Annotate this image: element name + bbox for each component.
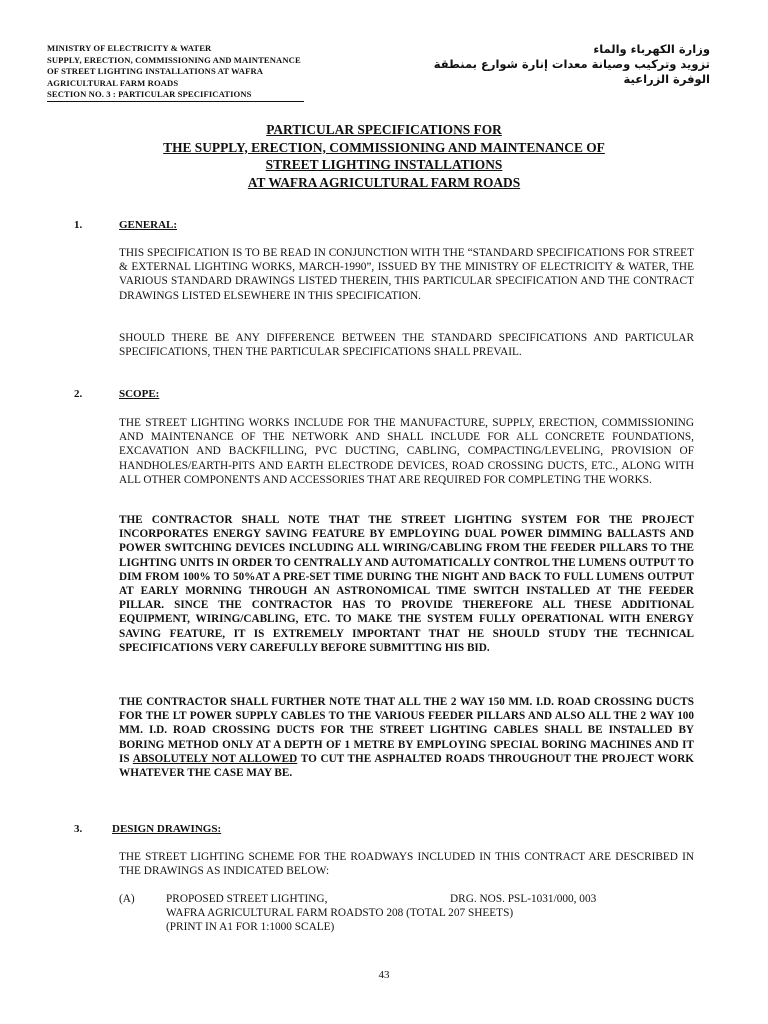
- title-line-1: PARTICULAR SPECIFICATIONS FOR: [266, 122, 502, 137]
- section-2-paragraph-3: [119, 695, 694, 780]
- section-2-number: 2.: [74, 388, 83, 400]
- title-line-4: AT WAFRA AGRICULTURAL FARM ROADS: [247, 174, 521, 190]
- page-number: 43: [378, 969, 390, 981]
- drawing-item-line-2: WAFRA AGRICULTURAL FARM ROADSTO 208 (TOTAL 207 SHEETS): [166, 907, 514, 919]
- header-project-line-3: AGRICULTURAL FARM ROADS: [47, 77, 179, 88]
- header-arabic-project-2: الوفرة الزراعية: [623, 72, 710, 86]
- section-3-heading: DESIGN DRAWINGS:: [112, 823, 222, 835]
- not-allowed-emphasis: ABSOLUTELY NOT ALLOWED: [132, 752, 298, 765]
- header-divider: [47, 101, 304, 102]
- header-section: SECTION NO. 3 : PARTICULAR SPECIFICATIONS: [47, 89, 252, 100]
- header-project-line-2: OF STREET LIGHTING INSTALLATIONS AT WAFRA: [47, 66, 264, 77]
- drawing-item-line-3: (PRINT IN A1 FOR 1:1000 SCALE): [166, 921, 335, 933]
- header-ministry: MINISTRY OF ELECTRICITY & WATER: [47, 43, 212, 53]
- title-line-3: STREET LIGHTING INSTALLATIONS: [265, 157, 503, 173]
- document-title: [0, 121, 768, 191]
- drawing-item-title: PROPOSED STREET LIGHTING,: [166, 893, 328, 905]
- header-arabic-ministry: وزارة الكهرباء والماء: [593, 42, 710, 56]
- section-2-heading: SCOPE:: [119, 388, 160, 400]
- title-line-2: THE SUPPLY, ERECTION, COMMISSIONING AND MAINTENANCE OF: [163, 139, 605, 155]
- section-1-paragraph-2: SHOULD THERE BE ANY DIFFERENCE BETWEEN THE STANDARD SPECIFICATIONS AND PARTICULAR SPECIFICATIONS, THEN THE PARTICULAR SPECIFICATIONS SHALL PREVAIL.: [119, 332, 694, 359]
- section-3-paragraph-1: THE STREET LIGHTING SCHEME FOR THE ROADWAYS INCLUDED IN THIS CONTRACT ARE DESCRIBED IN THE DRAWINGS AS INDICATED BELOW:: [119, 851, 694, 878]
- header-left-block: [47, 43, 377, 101]
- drawing-item-label: (A): [119, 893, 135, 905]
- section-2-paragraph-1: THE STREET LIGHTING WORKS INCLUDE FOR THE MANUFACTURE, SUPPLY, ERECTION, COMMISSIONING AND MAINTENANCE OF THE NETWORK AND SHALL INCLUDE FOR ALL CONCRETE FOUNDATIONS, EXCAVATION AND BACKFILLING, PVC DUCTING, CABLING, COMPACTING/LEVELING, PROVISION OF HANDHOLES/EARTH-PITS AND EARTH ELECTRODE DEVICES, ROAD CROSSING DUCTS, ETC., ALONG WITH ALL OTHER COMPONENTS AND ACCESSORIES THAT ARE REQUIRED FOR COMPLETING THE WORKS.: [119, 417, 694, 486]
- section-2-paragraph-3-text-b: TO CUT THE ASPHALTED ROADS THROUGHOUT THE PROJECT WORK WHATEVER THE CASE MAY BE.: [119, 752, 694, 780]
- section-3-number: 3.: [74, 823, 83, 835]
- section-1-number: 1.: [74, 219, 83, 231]
- section-1-heading: GENERAL:: [119, 219, 178, 231]
- section-2-paragraph-2: THE CONTRACTOR SHALL NOTE THAT THE STREET LIGHTING SYSTEM FOR THE PROJECT INCORPORATES ENERGY SAVING FEATURE BY EMPLOYING DUAL POWER DIMMING BALLASTS AND POWER SWITCHING DEVICES INCLUDING ALL WIRING/CABLING FROM THE FEEDER PILLARS TO THE LIGHTING UNITS IN ORDER TO CENTRALLY AND AUTOMATICALLY CONTROL THE LUMENS OUTPUT TO DIM FROM 100% TO 50%AT A PRE-SET TIME DURING THE NIGHT AND BACK TO FULL LUMENS OUTPUT AT EARLY MORNING THROUGH AN ASTRONOMICAL TIME SWITCH INSTALLED AT THE FEEDER PILLAR. SINCE THE CONTRACTOR HAS TO PROVIDE THEREFORE ALL THESE ADDITIONAL EQUIPMENT, WIRING/CABLING, ETC. TO MAKE THE SYSTEM FULLY OPERATIONAL WITH ENERGY SAVING FEATURE, IT IS EXTREMELY IMPORTANT THAT HE SHOULD STUDY THE TECHNICAL SPECIFICATIONS VERY CAREFULLY BEFORE SUBMITTING HIS BID.: [119, 514, 694, 654]
- header-arabic-project-1: تزويد وتركيب وصيانة معدات إنارة شوارع بمنطقة: [433, 57, 710, 71]
- header-arabic-block: [434, 42, 710, 87]
- header-project-line-1: SUPPLY, ERECTION, COMMISSIONING AND MAINTENANCE: [47, 54, 301, 65]
- drawing-item-numbers: DRG. NOS. PSL-1031/000, 003: [450, 893, 597, 905]
- section-1-paragraph-1: THIS SPECIFICATION IS TO BE READ IN CONJUNCTION WITH THE “STANDARD SPECIFICATIONS FOR STREET & EXTERNAL LIGHTING WORKS, MARCH-1990”, ISSUED BY THE MINISTRY OF ELECTRICITY & WATER, THE VARIOUS STANDARD DRAWINGS LISTED THEREIN, THIS PARTICULAR SPECIFICATION AND THE CONTRACT DRAWINGS LISTED ELSEWHERE IN THIS SPECIFICATION.: [119, 247, 694, 302]
- section-2-paragraph-3-text-a: THE CONTRACTOR SHALL FURTHER NOTE THAT ALL THE 2 WAY 150 MM. I.D. ROAD CROSSING DUCTS FOR THE LT POWER SUPPLY CABLES TO THE VARIOUS FEEDER PILLARS AND ALSO ALL THE 2 WAY 100 MM. I.D. ROAD CROSSING DUCTS FOR THE STREET LIGHTING CABLES SHALL BE INSTALLED BY BORING METHOD ONLY AT A DEPTH OF 1 METRE BY EMPLOYING SPECIAL BORING MACHINES AND IT IS: [119, 696, 694, 765]
